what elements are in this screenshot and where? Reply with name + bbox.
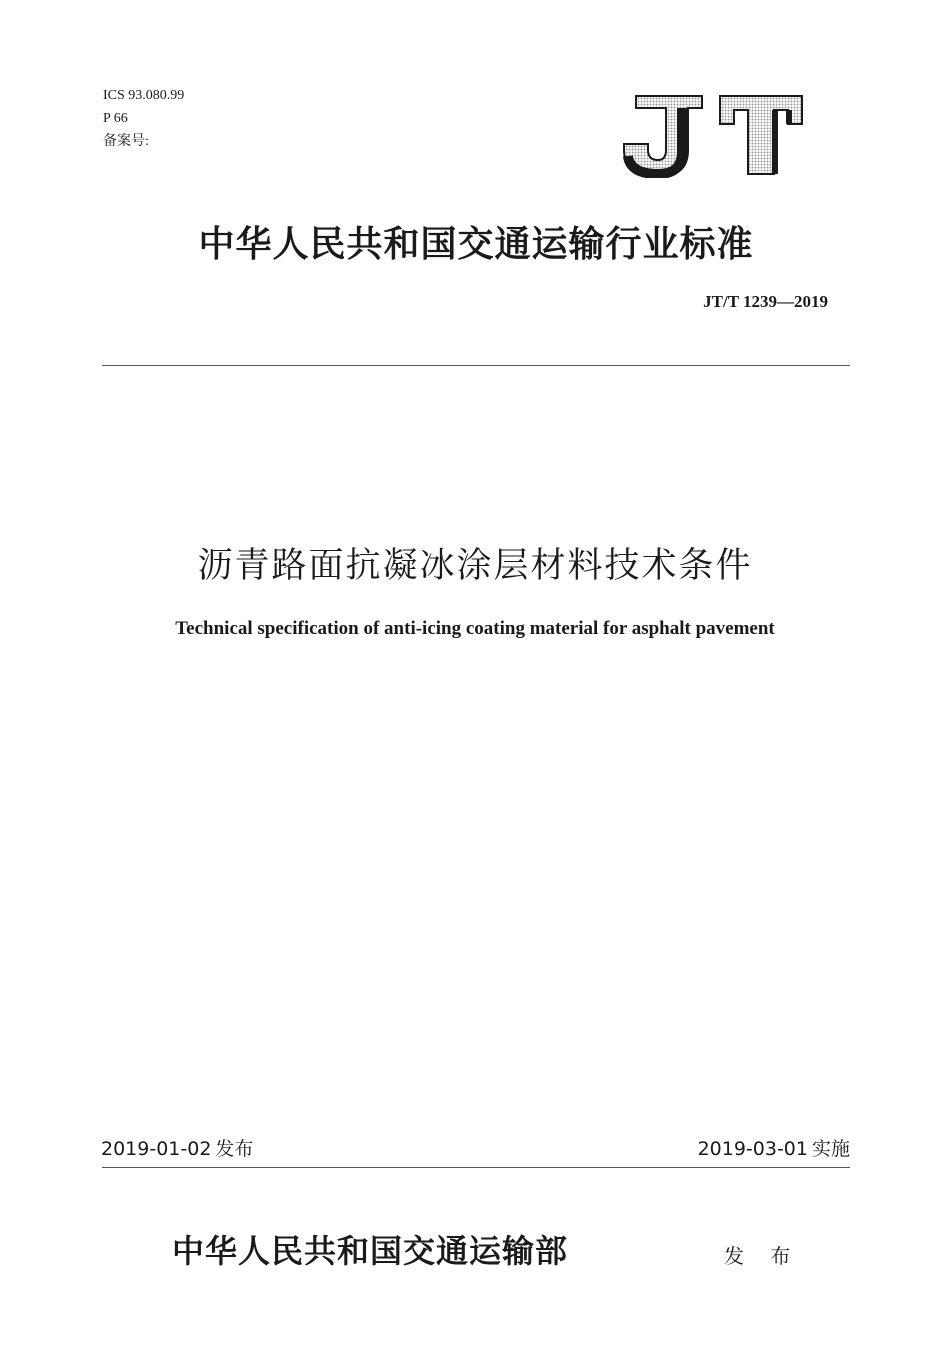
publisher-name: 中华人民共和国交通运输部 (172, 1232, 569, 1270)
issue-date-line (101, 1134, 253, 1161)
industry-standard-title: 中华人民共和国交通运输行业标准 (198, 223, 754, 265)
filing-number-label: 备案号: (103, 134, 149, 149)
ics-code: ICS 93.080.99 (103, 88, 185, 103)
jt-logo (622, 94, 804, 178)
implement-date-line (698, 1134, 850, 1161)
standard-title-chinese: 沥青路面抗凝冰涂层材料技术条件 (197, 546, 753, 586)
classification-block (103, 84, 184, 153)
issue-date: 2019-01-02 (101, 1138, 212, 1160)
header-divider (102, 365, 850, 366)
issue-label: 发布 (215, 1138, 254, 1160)
publish-label: 发 布 (724, 1244, 801, 1268)
letter-t-shape (720, 96, 802, 174)
letter-j-shape (624, 96, 702, 176)
standard-title-english: Technical specification of anti-icing coating material for asphalt pavement (175, 618, 775, 639)
implement-label: 实施 (811, 1138, 850, 1160)
standard-number: JT/T 1239—2019 (703, 292, 828, 311)
ccs-code: P 66 (103, 111, 128, 126)
implement-date: 2019-03-01 (697, 1138, 808, 1160)
footer-divider (102, 1167, 850, 1168)
